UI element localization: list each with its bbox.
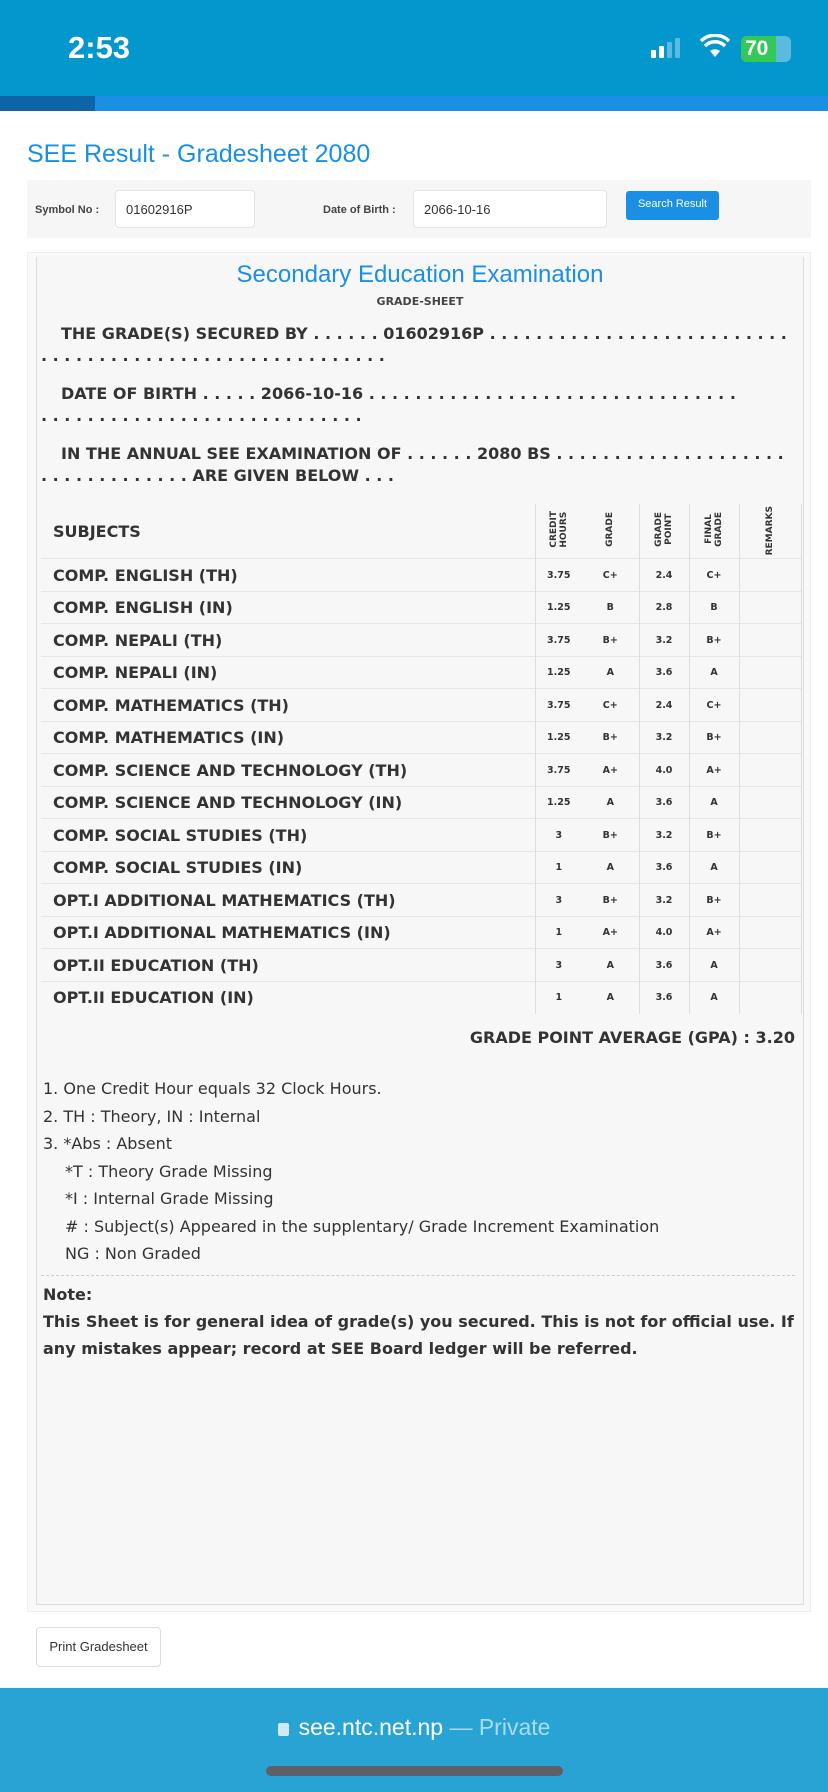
credit-cell: 3.75	[535, 559, 582, 592]
grade-point-cell: 3.6	[639, 949, 689, 982]
grade-point-cell: 4.0	[639, 754, 689, 787]
credit-cell: 3.75	[535, 689, 582, 722]
battery-level: 70	[745, 37, 769, 60]
table-row	[41, 981, 801, 1014]
final-grade-cell: B	[689, 591, 739, 624]
exam-line: IN THE ANNUAL SEE EXAMINATION OF . . . . . . 2080 BS . . . . . . . . . . . . . . . . . . . . . . . . . . . . . . . . . ARE GIVEN BELOW . . .	[41, 444, 784, 485]
table-row	[41, 689, 801, 722]
note-item: 3. *Abs : Absent	[43, 1134, 173, 1153]
legend-notes	[43, 1075, 659, 1268]
grade-cell: A	[582, 656, 639, 689]
subject-cell: OPT.I ADDITIONAL MATHEMATICS (TH)	[53, 890, 396, 910]
credit-cell: 3	[535, 819, 582, 852]
symbol-label: Symbol No :	[35, 204, 100, 216]
table-row	[41, 656, 801, 689]
grade-cell: B+	[582, 884, 639, 917]
dob-input[interactable]: 2066-10-16	[413, 190, 607, 228]
subject-cell: COMP. MATHEMATICS (TH)	[53, 695, 289, 715]
wifi-icon	[700, 34, 730, 58]
credit-cell: 1	[535, 981, 582, 1014]
subject-cell: COMP. SOCIAL STUDIES (IN)	[53, 858, 303, 878]
dob-line: DATE OF BIRTH . . . . . 2066-10-16 . . . . . . . . . . . . . . . . . . . . . . . . . . . . . . . . . . . . . . . . . . . . . . . . . . . . . . . . . . . .	[41, 384, 736, 425]
final-grade-cell: A+	[689, 916, 739, 949]
credit-cell: 1.25	[535, 656, 582, 689]
grade-cell: C+	[582, 689, 639, 722]
subject-cell: COMP. SCIENCE AND TECHNOLOGY (IN)	[53, 793, 403, 813]
grades-table	[41, 504, 802, 1014]
page-title: SEE Result - Gradesheet 2080	[27, 140, 371, 168]
remarks-cell	[739, 916, 801, 949]
grade-point-cell: 2.4	[639, 559, 689, 592]
search-result-button[interactable]: Search Result	[626, 191, 719, 220]
final-grade-cell: B+	[689, 819, 739, 852]
remarks-cell	[739, 689, 801, 722]
grade-point-cell: 4.0	[639, 916, 689, 949]
remarks-cell	[739, 559, 801, 592]
table-row	[41, 851, 801, 884]
credit-cell: 3	[535, 949, 582, 982]
remarks-cell	[739, 786, 801, 819]
final-grade-cell: B+	[689, 884, 739, 917]
subject-cell: COMP. NEPALI (IN)	[53, 663, 218, 683]
grade-cell: A	[582, 851, 639, 884]
final-grade-cell: A+	[689, 754, 739, 787]
note-item: # : Subject(s) Appeared in the supplentary/ Grade Increment Examination	[65, 1216, 660, 1236]
remarks-cell	[739, 721, 801, 754]
gradesheet-panel	[27, 252, 811, 1612]
table-row	[41, 949, 801, 982]
symbol-input[interactable]: 01602916P	[115, 190, 255, 228]
grade-cell: A	[582, 981, 639, 1014]
table-row	[41, 624, 801, 657]
home-indicator[interactable]	[266, 1766, 563, 1776]
table-row	[41, 786, 801, 819]
col-subjects: SUBJECTS	[53, 521, 141, 541]
gpa: GRADE POINT AVERAGE (GPA) : 3.20	[469, 1028, 795, 1047]
private-label: — Private	[449, 1714, 551, 1740]
grade-cell: A	[582, 949, 639, 982]
grade-point-cell: 3.2	[639, 819, 689, 852]
col-remarks: REMARKS	[765, 506, 775, 556]
remarks-cell	[739, 624, 801, 657]
url-domain[interactable]: see.ntc.net.np	[298, 1714, 444, 1740]
disclaimer	[43, 1281, 795, 1362]
credit-cell: 3.75	[535, 754, 582, 787]
grade-point-cell: 3.6	[639, 981, 689, 1014]
note-item: *I : Internal Grade Missing	[65, 1189, 274, 1208]
table-row	[41, 721, 801, 754]
credit-cell: 1.25	[535, 591, 582, 624]
grade-cell: A+	[582, 916, 639, 949]
note-title: Note:	[43, 1285, 93, 1304]
credit-cell: 1	[535, 851, 582, 884]
grade-cell: B+	[582, 721, 639, 754]
note-item: 1. One Credit Hour equals 32 Clock Hours.	[43, 1079, 382, 1098]
grade-point-cell: 2.4	[639, 689, 689, 722]
credit-cell: 1.25	[535, 721, 582, 754]
table-row	[41, 591, 801, 624]
grade-cell: A	[582, 786, 639, 819]
col-final-grade: FINAL GRADE	[704, 512, 724, 548]
table-row	[41, 559, 801, 592]
grade-cell: B	[582, 591, 639, 624]
remarks-cell	[739, 754, 801, 787]
note-item: NG : Non Graded	[65, 1244, 201, 1263]
lock-icon	[278, 1723, 289, 1736]
secured-by-line: THE GRADE(S) SECURED BY . . . . . . 01602916P . . . . . . . . . . . . . . . . . . . . . . . . . . . . . . . . . . . . . . . . . . . . . . . . . . . . . . . .	[41, 324, 787, 365]
final-grade-cell: C+	[689, 689, 739, 722]
table-row	[41, 884, 801, 917]
grade-cell: B+	[582, 624, 639, 657]
remarks-cell	[739, 656, 801, 689]
final-grade-cell: A	[689, 851, 739, 884]
credit-cell: 3.75	[535, 624, 582, 657]
subject-cell: COMP. SOCIAL STUDIES (TH)	[53, 825, 308, 845]
divider	[41, 1275, 795, 1276]
subject-cell: COMP. SCIENCE AND TECHNOLOGY (TH)	[53, 760, 408, 780]
final-grade-cell: A	[689, 981, 739, 1014]
grade-cell: A+	[582, 754, 639, 787]
search-form	[27, 180, 811, 238]
remarks-cell	[739, 851, 801, 884]
subject-cell: COMP. MATHEMATICS (IN)	[53, 728, 285, 748]
final-grade-cell: C+	[689, 559, 739, 592]
note-item: *T : Theory Grade Missing	[65, 1161, 273, 1181]
page-load-progress	[0, 96, 828, 111]
grade-cell: C+	[582, 559, 639, 592]
dob-label: Date of Birth :	[323, 204, 396, 216]
final-grade-cell: A	[689, 949, 739, 982]
browser-address-bar[interactable]	[0, 1688, 828, 1792]
grade-point-cell: 3.2	[639, 884, 689, 917]
final-grade-cell: B+	[689, 624, 739, 657]
clock: 2:53	[68, 30, 131, 65]
table-row	[41, 754, 801, 787]
credit-cell: 1	[535, 916, 582, 949]
grade-point-cell: 3.2	[639, 624, 689, 657]
subject-cell: COMP. NEPALI (TH)	[53, 630, 223, 650]
subject-cell: OPT.II EDUCATION (IN)	[53, 988, 254, 1008]
grade-point-cell: 3.6	[639, 851, 689, 884]
remarks-cell	[739, 591, 801, 624]
col-credit-hours: CREDIT HOURS	[548, 511, 569, 549]
subject-cell: OPT.I ADDITIONAL MATHEMATICS (IN)	[53, 923, 391, 943]
table-row	[41, 819, 801, 852]
remarks-cell	[739, 819, 801, 852]
sheet-heading: Secondary Education Examination	[236, 261, 604, 288]
final-grade-cell: A	[689, 656, 739, 689]
final-grade-cell: A	[689, 786, 739, 819]
grade-cell: B+	[582, 819, 639, 852]
grade-point-cell: 3.6	[639, 656, 689, 689]
subject-cell: OPT.II EDUCATION (TH)	[53, 955, 259, 975]
signal-icon	[651, 38, 680, 58]
col-grade: GRADE	[605, 512, 616, 548]
final-grade-cell: B+	[689, 721, 739, 754]
subject-cell: COMP. ENGLISH (IN)	[53, 598, 233, 618]
remarks-cell	[739, 981, 801, 1014]
col-grade-point: GRADE POINT	[654, 512, 674, 548]
subject-cell: COMP. ENGLISH (TH)	[53, 565, 238, 585]
credit-cell: 1.25	[535, 786, 582, 819]
note-item: 2. TH : Theory, IN : Internal	[43, 1106, 261, 1126]
remarks-cell	[739, 949, 801, 982]
note-text: This Sheet is for general idea of grade(s) you secured. This is not for official use. If any mistakes appear; record at SEE Board ledger will be referred.	[43, 1312, 794, 1358]
grade-point-cell: 2.8	[639, 591, 689, 624]
print-gradesheet-button[interactable]: Print Gradesheet	[36, 1627, 161, 1667]
remarks-cell	[739, 884, 801, 917]
grade-point-cell: 3.6	[639, 786, 689, 819]
status-bar	[0, 0, 828, 96]
battery-icon	[741, 36, 791, 62]
credit-cell: 3	[535, 884, 582, 917]
table-row	[41, 916, 801, 949]
grade-point-cell: 3.2	[639, 721, 689, 754]
sheet-subheading: GRADE-SHEET	[376, 295, 464, 308]
